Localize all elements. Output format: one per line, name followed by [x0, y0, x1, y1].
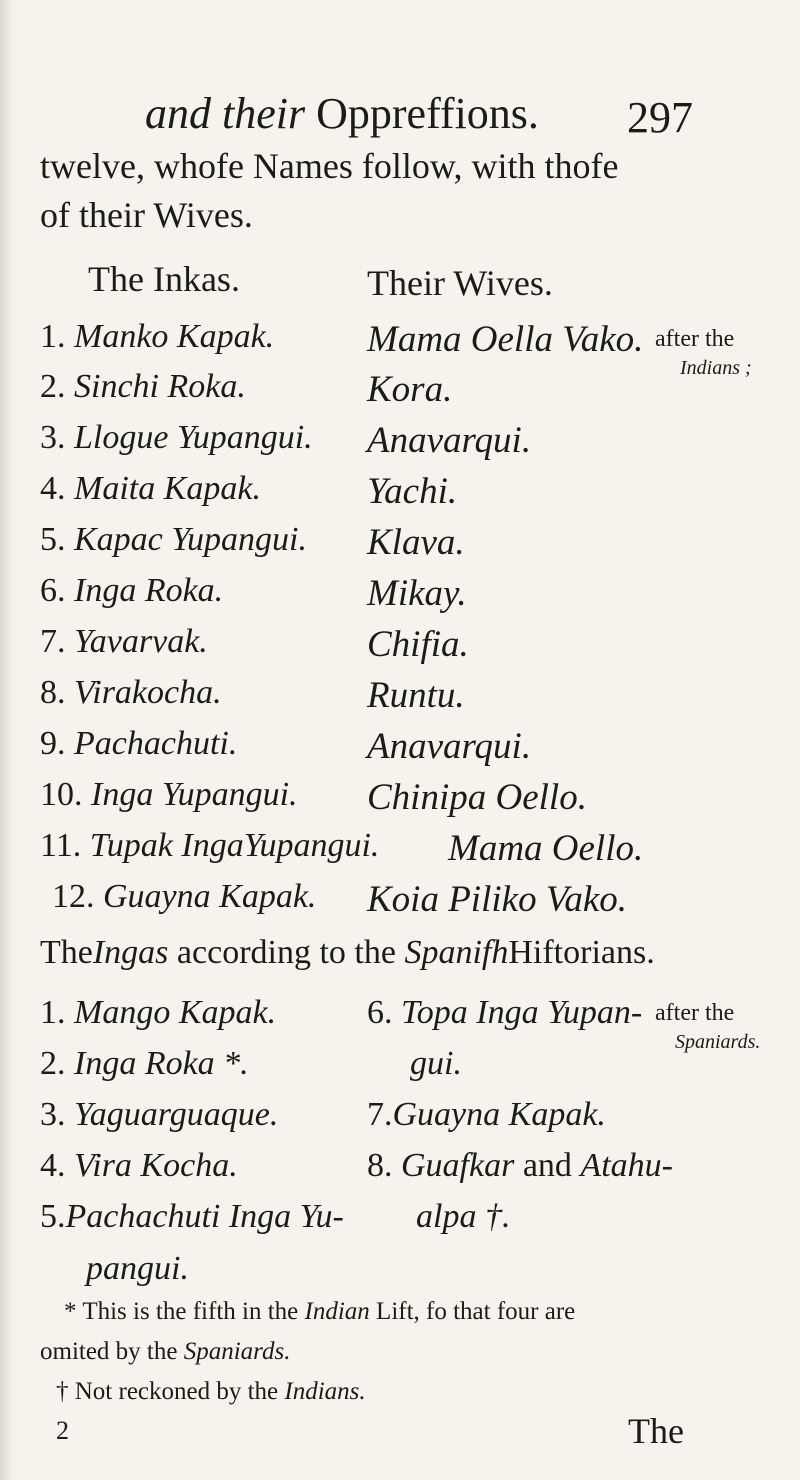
header-title-italic: and their — [145, 89, 306, 138]
inka-row: 10. Inga Yupangui. — [40, 776, 298, 813]
wife-name: Mama Oella Vako. — [367, 319, 644, 360]
inka-row: 2. Sinchi Roka. — [40, 368, 246, 405]
side-note-spaniards: Spaniards. — [675, 1031, 761, 1053]
header-title-roman: Oppreffions. — [316, 89, 539, 138]
spanish-row: 4. Vira Kocha. — [40, 1147, 238, 1184]
wife-name: Anavarqui. — [367, 420, 532, 461]
inka-name: Guayna Kapak. — [103, 878, 317, 915]
intro-line-2: of their Wives. — [40, 195, 253, 235]
inka-name: Sinchi Roka. — [74, 368, 246, 405]
inka-name: Inga Roka. — [74, 572, 224, 609]
spanish-row: 7.Guayna Kapak. — [367, 1096, 606, 1133]
spanish-row: 8. Guafkar and Atahu- — [367, 1147, 673, 1184]
wife-name: Runtu. — [367, 675, 465, 716]
running-header — [145, 88, 539, 139]
inka-row: 12. Guayna Kapak. — [52, 878, 317, 915]
inka-row: 1. Manko Kapak. — [40, 318, 275, 355]
inka-name: Manko Kapak. — [74, 318, 275, 355]
inka-name: Yavarvak. — [74, 623, 208, 660]
spanish-row-continuation: pangui. — [86, 1250, 189, 1287]
spanish-historians-heading: TheIngas according to the SpanifhHiftorians. — [40, 934, 655, 971]
spanish-row: 5.Pachachuti Inga Yu- — [40, 1198, 344, 1235]
wife-name: Anavarqui. — [367, 726, 532, 767]
signature-mark: 2 — [56, 1416, 69, 1445]
wife-name: Chinipa Oello. — [367, 777, 587, 818]
inka-name: Kapac Yupangui. — [74, 521, 308, 558]
wife-name: Chifia. — [367, 624, 469, 665]
inka-name: Pachachuti. — [74, 725, 238, 762]
inka-row: 4. Maita Kapak. — [40, 470, 261, 507]
inka-row: 3. Llogue Yupangui. — [40, 419, 313, 456]
spanish-row-continuation: alpa †. — [416, 1198, 511, 1235]
inka-name: Llogue Yupangui. — [74, 419, 313, 456]
inka-name: Tupak IngaYupangui. — [89, 827, 380, 864]
spanish-row: 3. Yaguarguaque. — [40, 1096, 279, 1133]
inka-name: Virakocha. — [74, 674, 222, 711]
side-note-after-spaniards: after the — [655, 1000, 735, 1026]
spanish-row: 6. Topa Inga Yupan- — [367, 994, 643, 1031]
catchword: The — [628, 1411, 684, 1451]
wife-name: Koia Piliko Vako. — [367, 879, 627, 920]
inka-name: Maita Kapak. — [74, 470, 261, 507]
wife-name: Kora. — [367, 369, 453, 410]
page-edge-shadow — [0, 0, 14, 1480]
spanish-row: 2. Inga Roka *. — [40, 1045, 249, 1082]
wife-name: Mama Oello. — [448, 828, 644, 869]
footnote-1-line-1: * This is the fifth in the Indian Lift, fo that four are — [64, 1298, 576, 1325]
intro-line-1: twelve, whofe Names follow, with thofe — [40, 146, 619, 186]
inka-row: 9. Pachachuti. — [40, 725, 238, 762]
wife-name: Yachi. — [367, 471, 458, 512]
spanish-row: 1. Mango Kapak. — [40, 994, 277, 1031]
footnote-1-line-2: omited by the Spaniards. — [40, 1338, 291, 1365]
inka-name: Inga Yupangui. — [91, 776, 298, 813]
inka-row: 7. Yavarvak. — [40, 623, 208, 660]
wife-name: Mikay. — [367, 573, 467, 614]
spanish-row-continuation: gui. — [410, 1045, 462, 1082]
page-number: 297 — [627, 93, 693, 142]
inka-row: 5. Kapac Yupangui. — [40, 521, 308, 558]
wife-name: Klava. — [367, 522, 465, 563]
inka-row: 6. Inga Roka. — [40, 572, 224, 609]
footnote-2: † Not reckoned by the Indians. — [56, 1378, 366, 1405]
side-note-after-indians: after the — [655, 326, 735, 352]
inka-row: 8. Virakocha. — [40, 674, 222, 711]
column-heading-wives: Their Wives. — [367, 263, 553, 303]
column-heading-inkas: The Inkas. — [88, 259, 240, 299]
inka-row: 11. Tupak IngaYupangui. — [40, 827, 380, 864]
side-note-indians: Indians ; — [680, 357, 752, 379]
